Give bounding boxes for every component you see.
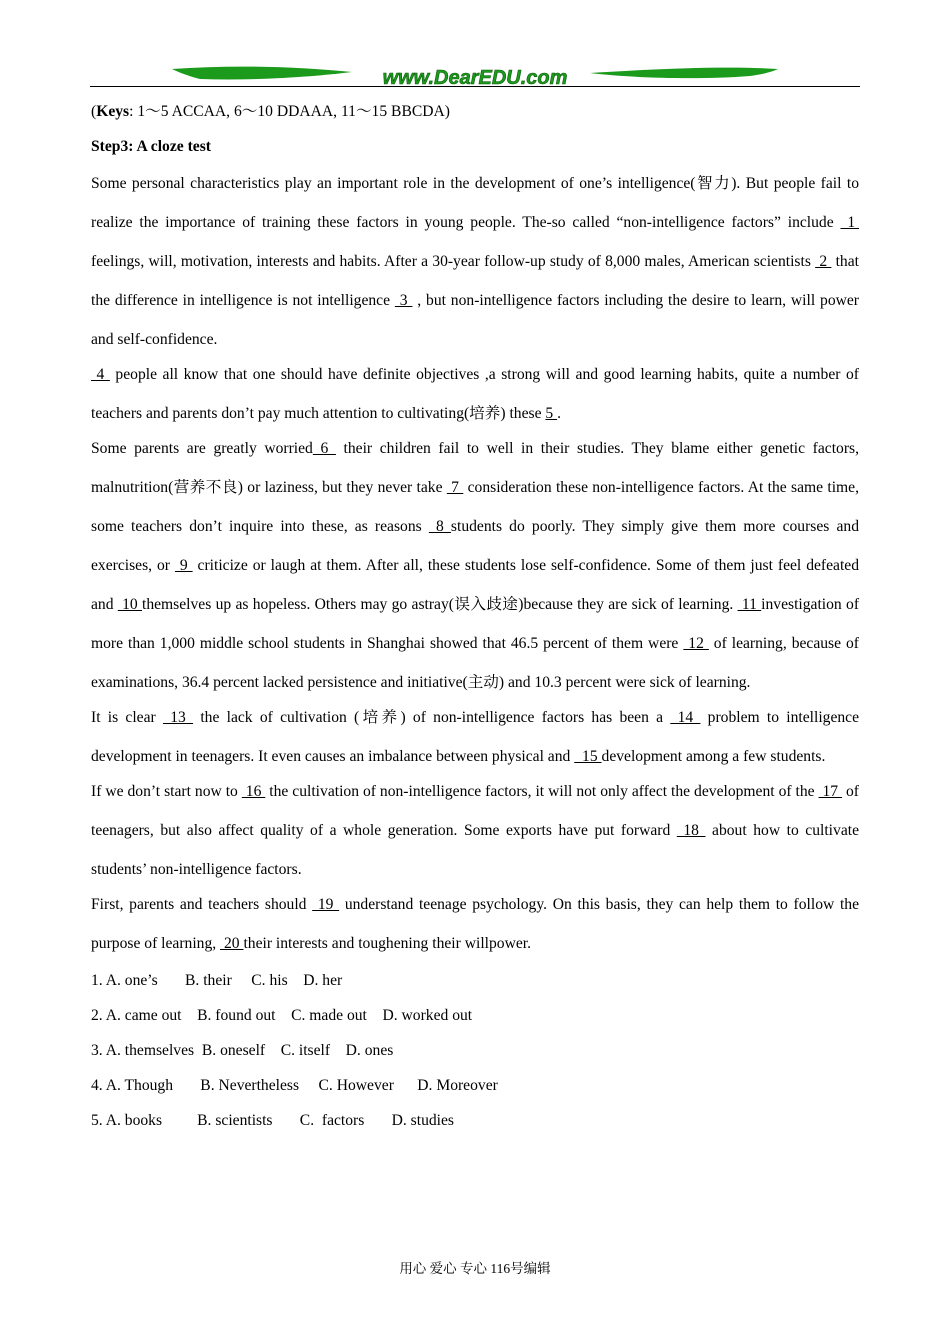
blank-1: 1 xyxy=(840,214,860,231)
answer-options xyxy=(91,963,859,1138)
blank-3: 3 xyxy=(394,292,413,309)
left-swoosh xyxy=(172,67,352,80)
blank-14: 14 xyxy=(670,709,701,726)
blank-5: 5 xyxy=(545,405,558,422)
blank-6: 6 xyxy=(312,440,336,457)
keys-text: : 1～5 ACCAA, 6～10 DDAAA, 11～15 BBCDA) xyxy=(129,103,450,120)
page-footer: 用心 爱心 专心 116号编辑 xyxy=(399,1261,551,1276)
option-line-2: 2. A. came out B. found out C. made out D. worked out xyxy=(91,1007,473,1024)
blank-20: 20 xyxy=(220,935,244,952)
blank-11: 11 xyxy=(737,596,762,613)
paragraph-4: It is clear 13 the lack of cultivation (培养) of non-intelligence factors has been a 14 problem to intelligence development in teenagers. It even causes an imbalance between physical and 15 development among a few students. xyxy=(91,709,860,765)
blank-13: 13 xyxy=(162,709,194,726)
blank-17: 17 xyxy=(818,783,843,800)
blank-10: 10 xyxy=(117,596,142,613)
option-line-3: 3. A. themselves B. oneself C. itself D. ones xyxy=(91,1042,394,1059)
blank-9: 9 xyxy=(174,557,193,574)
blank-12: 12 xyxy=(683,635,709,652)
paragraph-2: 4 people all know that one should have definite objectives ,a strong will and good learning habits, quite a number of teachers and parents don’t pay much attention to cultivating(培养) these 5 . xyxy=(91,366,860,422)
paragraph-6: First, parents and teachers should 19 understand teenage psychology. On this basis, they can help them to follow the purpose of learning, 20 their interests and toughening their willpower. xyxy=(91,896,859,952)
blank-19: 19 xyxy=(312,896,340,913)
paragraph-5: If we don’t start now to 16 the cultivation of non-intelligence factors, it will not only affect the development of the 17 of teenagers, but also affect quality of a whole generation. Some exports have put forward 18 about how to cultivate students’ non-intelligence factors. xyxy=(91,783,859,878)
document-body xyxy=(91,99,859,1138)
blank-18: 18 xyxy=(676,822,706,839)
answer-keys: (Keys: 1～5 ACCAA, 6～10 DDAAA, 11～15 BBCDA) xyxy=(91,103,450,120)
paragraph-1: Some personal characteristics play an important role in the development of one’s intelligence(智力). But people fail to realize the importance of training these factors in young people. The-so called “non-intelligence factors” include 1 feelings, will, motivation, interests and habits. After a 30-year follow-up study of 8,000 males, American scientists 2 that the difference in intelligence is not intelligence 3 , but non-intelligence factors including the desire to learn, will power and self-confidence. xyxy=(91,175,860,348)
blank-2: 2 xyxy=(815,253,832,270)
header-logo xyxy=(90,60,860,92)
step-heading: Step3: A cloze test xyxy=(91,138,211,155)
blank-8: 8 xyxy=(428,518,451,535)
blank-7: 7 xyxy=(446,479,464,496)
logo-text: www.DearEDU.com xyxy=(382,67,568,89)
blank-16: 16 xyxy=(241,783,266,800)
blank-4: 4 xyxy=(91,366,110,383)
option-line-4: 4. A. Though B. Nevertheless C. However D. Moreover xyxy=(91,1077,498,1094)
blank-15: 15 xyxy=(574,748,602,765)
keys-label: Keys xyxy=(96,103,130,120)
option-line-1: 1. A. one’s B. their C. his D. her xyxy=(91,972,343,989)
header-rule xyxy=(90,86,860,87)
option-line-5: 5. A. books B. scientists C. factors D. studies xyxy=(91,1112,454,1129)
right-swoosh xyxy=(590,68,778,79)
paragraph-3: Some parents are greatly worried 6 their children fail to well in their studies. They blame either genetic factors, malnutrition(营养不良) or laziness, but they never take 7 consideration these non-intelligence factors. At the same time, some teachers don’t inquire into these, as reasons 8 students do poorly. They simply give them more courses and exercises, or 9 criticize or laugh at them. After all, these students lose self-confidence. Some of them just feel defeated and 10 themselves up as hopeless. Others may go astray(误入歧途)because they are sick of learning. 11 investigation of more than 1,000 middle school students in Shanghai showed that 46.5 percent of them were 12 of learning, because of examinations, 36.4 percent lacked persistence and initiative(主动) and 10.3 percent were sick of learning. xyxy=(91,440,860,691)
